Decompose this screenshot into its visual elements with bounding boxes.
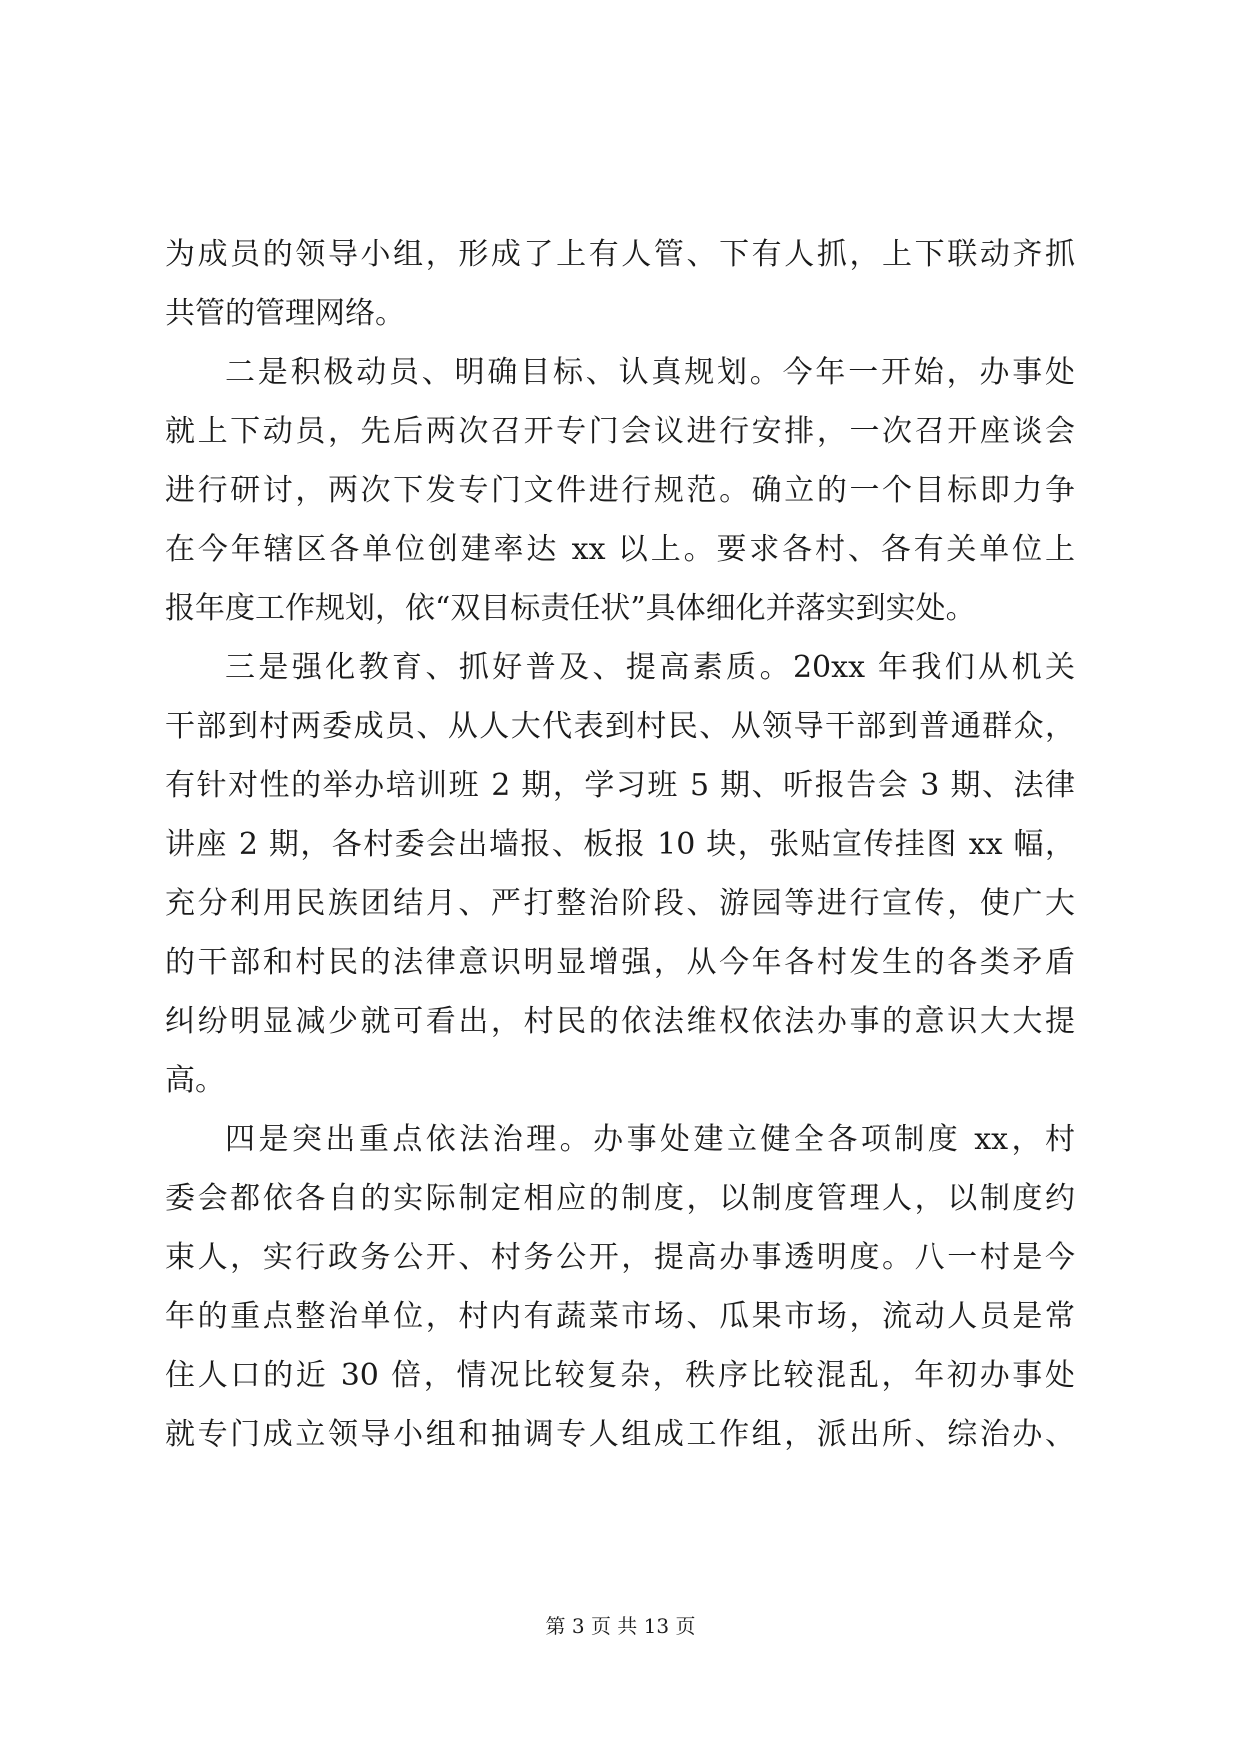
text-line-11: 讲座 2 期，各村委会出墙报、板报 10 块，张贴宣传挂图 xx 幅，: [165, 827, 1075, 862]
text-line-4: 就上下动员，先后两次召开专门会议进行安排，一次召开座谈会: [165, 414, 1075, 449]
text-line-21: 就专门成立领导小组和抽调专人组成工作组，派出所、综治办、: [165, 1417, 1075, 1452]
text-line-12: 充分利用民族团结月、严打整治阶段、游园等进行宣传，使广大: [165, 886, 1075, 921]
text-line-3: 二是积极动员、明确目标、认真规划。今年一开始，办事处: [225, 355, 1075, 390]
text-line-2: 共管的管理网络。: [165, 296, 405, 331]
text-line-20: 住人口的近 30 倍，情况比较复杂，秩序比较混乱，年初办事处: [165, 1358, 1075, 1393]
text-line-7: 报年度工作规划，依“双目标责任状”具体细化并落实到实处。: [165, 591, 976, 626]
text-line-17: 委会都依各自的实际制定相应的制度，以制度管理人，以制度约: [165, 1181, 1075, 1216]
text-line-16: 四是突出重点依法治理。办事处建立健全各项制度 xx，村: [225, 1122, 1075, 1157]
text-line-15: 高。: [165, 1063, 225, 1098]
text-line-10: 有针对性的举办培训班 2 期，学习班 5 期、听报告会 3 期、法律: [165, 768, 1075, 803]
text-line-19: 年的重点整治单位，村内有蔬菜市场、瓜果市场，流动人员是常: [165, 1299, 1075, 1334]
text-line-13: 的干部和村民的法律意识明显增强，从今年各村发生的各类矛盾: [165, 945, 1075, 980]
text-line-8: 三是强化教育、抓好普及、提高素质。20xx 年我们从机关: [225, 650, 1075, 685]
text-line-5: 进行研讨，两次下发专门文件进行规范。确立的一个目标即力争: [165, 473, 1075, 508]
text-line-18: 束人，实行政务公开、村务公开，提高办事透明度。八一村是今: [165, 1240, 1075, 1275]
text-line-9: 干部到村两委成员、从人大代表到村民、从领导干部到普通群众，: [165, 709, 1075, 744]
document-body: [165, 225, 1075, 1464]
page-number-footer: 第 3 页 共 13 页: [545, 1614, 696, 1638]
text-line-1: 为成员的领导小组，形成了上有人管、下有人抓，上下联动齐抓: [165, 237, 1075, 272]
text-line-14: 纠纷明显减少就可看出，村民的依法维权依法办事的意识大大提: [165, 1004, 1075, 1039]
text-line-6: 在今年辖区各单位创建率达 xx 以上。要求各村、各有关单位上: [165, 532, 1075, 567]
